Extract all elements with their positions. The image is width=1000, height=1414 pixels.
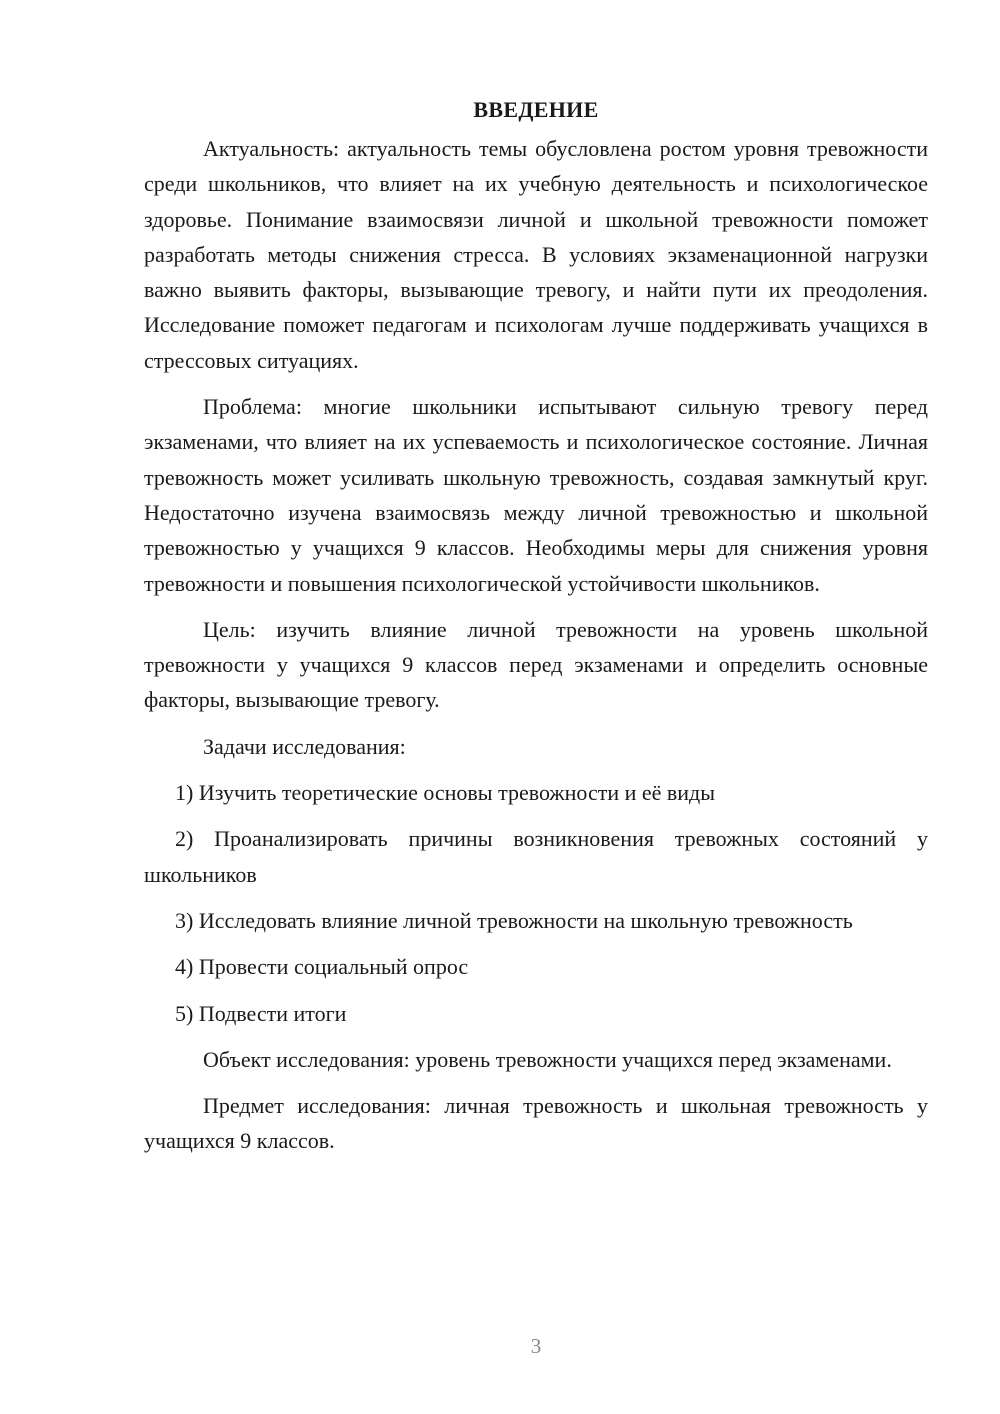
paragraph-relevance: Актуальность: актуальность темы обусловлена ростом уровня тревожности среди школьников, что влияет на их учебную деятельность и психологическое здоровье. Понимание взаимосвязи личной и школьной тревожности поможет разработать методы снижения стресса. В условиях экзаменационной нагрузки важно выявить факторы, вызывающие тревогу, и найти пути их преодоления. Исследование поможет педагогам и психологам лучше поддерживать учащихся в стрессовых ситуациях. [144,136,928,373]
page-number: 3 [530,1334,542,1358]
paragraph-subject: Предмет исследования: личная тревожность и школьная тревожность у учащихся 9 классов. [144,1093,928,1154]
paragraph-tasks-heading: Задачи исследования: [203,733,406,759]
task-item-2: 2) Проанализировать причины возникновения тревожных состояний у школьников [144,826,928,887]
document-page [144,95,928,1170]
task-item-1: 1) Изучить теоретические основы тревожности и её виды [175,780,716,806]
section-title: ВВЕДЕНИЕ [473,97,599,122]
paragraph-object: Объект исследования: уровень тревожности учащихся перед экзаменами. [203,1046,892,1072]
task-item-3: 3) Исследовать влияние личной тревожности на школьную тревожность [175,907,853,933]
paragraph-problem: Проблема: многие школьники испытывают сильную тревогу перед экзаменами, что влияет на их успеваемость и психологическое состояние. Личная тревожность может усиливать школьную тревожность, создавая замкнутый круг. Недостаточно изучена взаимосвязь между личной тревожностью и школьной тревожностью у учащихся 9 классов. Необходимы меры для снижения уровня тревожности и повышения психологической устойчивости школьников. [144,394,928,596]
paragraph-goal: Цель: изучить влияние личной тревожности на уровень школьной тревожности у учащихся 9 классов перед экзаменами и определить основные факторы, вызывающие тревогу. [144,616,928,713]
task-item-4: 4) Провести социальный опрос [175,954,469,980]
task-item-5: 5) Подвести итоги [175,1000,347,1026]
